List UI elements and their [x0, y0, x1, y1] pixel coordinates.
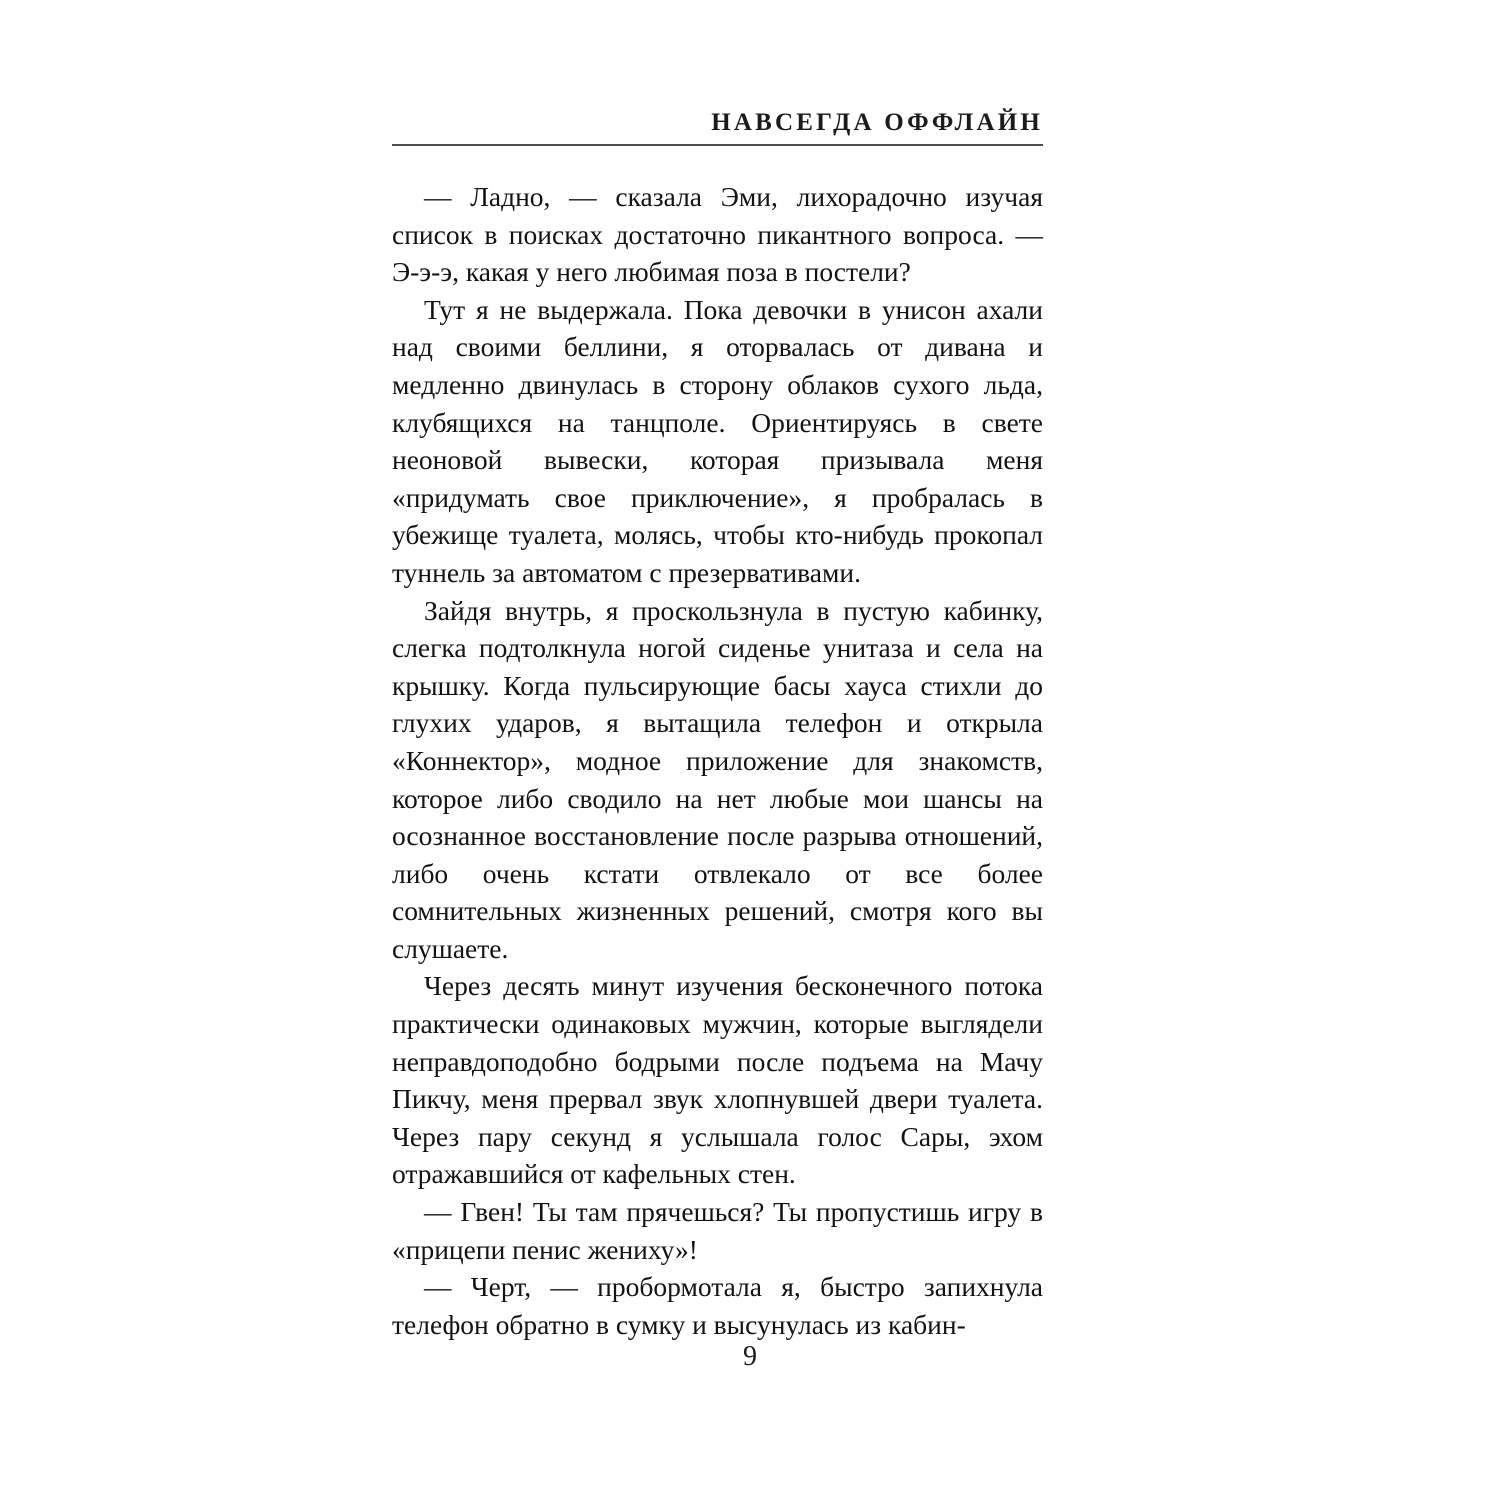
running-head-title: НАВСЕГДА ОФФЛАЙН: [711, 109, 1043, 136]
running-head-rule: [392, 144, 1043, 146]
paragraph-2: Тут я не выдержала. Пока девочки в унисон ахали над своими беллини, я оторвалась от дивана и медленно двинулась в сторону облаков сухого льда, клубящихся на танцполе. Ориентируясь в свете неоновой вывески, которая призывала меня «придумать свое приключение», я пробралась в убежище туалета, молясь, чтобы кто-нибудь прокопал туннель за автоматом с презервативами.: [392, 293, 1043, 588]
paragraph-5: — Гвен! Ты там прячешься? Ты пропустишь игру в «прицепи пенис жениху»!: [392, 1196, 1043, 1265]
running-head: [392, 108, 1043, 148]
paragraph-6: — Черт, — пробормотала я, быстро запихнула телефон обратно в сумку и высунулась из кабин-: [392, 1271, 1043, 1340]
body-text-column: [392, 178, 1043, 1343]
page-footer: [0, 1340, 1500, 1374]
paragraph-1: — Ладно, — сказала Эми, лихорадочно изучая список в поисках достаточно пикантного вопроса. — Э-э-э, какая у него любимая поза в постели?: [392, 181, 1043, 288]
page-number: 9: [743, 1341, 757, 1372]
paragraph-3: Зайдя внутрь, я проскользнула в пустую кабинку, слегка подтолкнула ногой сиденье унитаза и села на крышку. Когда пульсирующие басы хауса стихли до глухих ударов, я вытащила телефон и открыла «Коннектор», модное приложение для знакомств, которое либо сводило на нет любые мои шансы на осознанное восстановление после разрыва отношений, либо очень кстати отвлекало от все более сомнительных жизненных решений, смотря кого вы слушаете.: [392, 594, 1043, 964]
paragraph-4: Через десять минут изучения бесконечного потока практически одинаковых мужчин, которые выглядели неправдоподобно бодрыми после подъема на Мачу Пикчу, меня прервал звук хлопнувшей двери туалета. Через пару секунд я услышала голос Сары, эхом отражавшийся от кафельных стен.: [392, 970, 1043, 1190]
